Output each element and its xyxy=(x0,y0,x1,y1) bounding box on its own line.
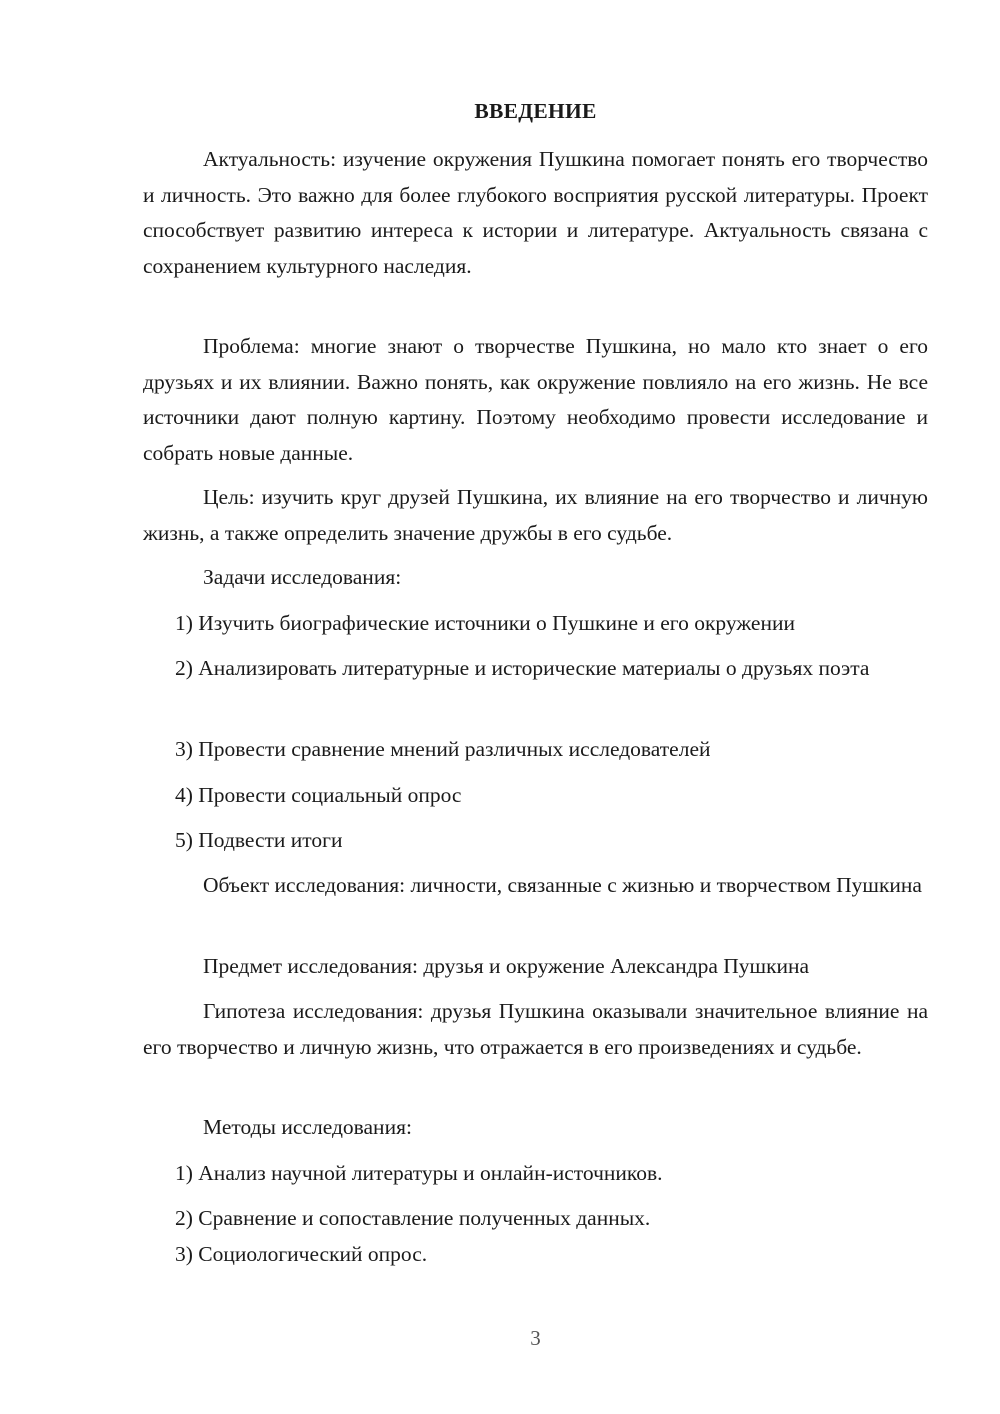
page-number: 3 xyxy=(530,1326,541,1350)
problem-paragraph: Проблема: многие знают о творчестве Пушкина, но мало кто знает о его друзьях и их влиянии. Важно понять, как окружение повлияло на его жизнь. Не все источники дают полную картину. Поэтому необходимо провести исследование и собрать новые данные. xyxy=(143,334,928,465)
tasks-title: Задачи исследования: xyxy=(203,565,402,589)
methods-title: Методы исследования: xyxy=(203,1115,412,1139)
relevance-paragraph: Актуальность: изучение окружения Пушкина помогает понять его творчество и личность. Это важно для более глубокого восприятия русской литературы. Проект способствует развитию интереса к истории и литературе. Актуальность связана с сохранением культурного наследия. xyxy=(143,147,928,278)
task-item: 5) Подвести итоги xyxy=(175,828,343,852)
method-item: 2) Сравнение и сопоставление полученных данных. xyxy=(175,1206,651,1230)
object-paragraph: Объект исследования: личности, связанные с жизнью и творчеством Пушкина xyxy=(203,873,922,897)
hypothesis-paragraph: Гипотеза исследования: друзья Пушкина оказывали значительное влияние на его творчество и личную жизнь, что отражается в его произведениях и судьбе. xyxy=(143,999,928,1059)
goal-paragraph: Цель: изучить круг друзей Пушкина, их влияние на его творчество и личную жизнь, а также определить значение дружбы в его судьбе. xyxy=(143,485,928,545)
task-item: 1) Изучить биографические источники о Пушкине и его окружении xyxy=(175,611,795,635)
method-item: 1) Анализ научной литературы и онлайн-источников. xyxy=(175,1161,663,1185)
subject-paragraph: Предмет исследования: друзья и окружение Александра Пушкина xyxy=(203,954,810,978)
task-item: 4) Провести социальный опрос xyxy=(175,783,462,807)
task-item: 2) Анализировать литературные и исторические материалы о друзьях поэта xyxy=(175,656,870,680)
method-item: 3) Социологический опрос. xyxy=(175,1242,428,1266)
section-heading: ВВЕДЕНИЕ xyxy=(474,99,597,123)
task-item: 3) Провести сравнение мнений различных исследователей xyxy=(175,737,711,761)
